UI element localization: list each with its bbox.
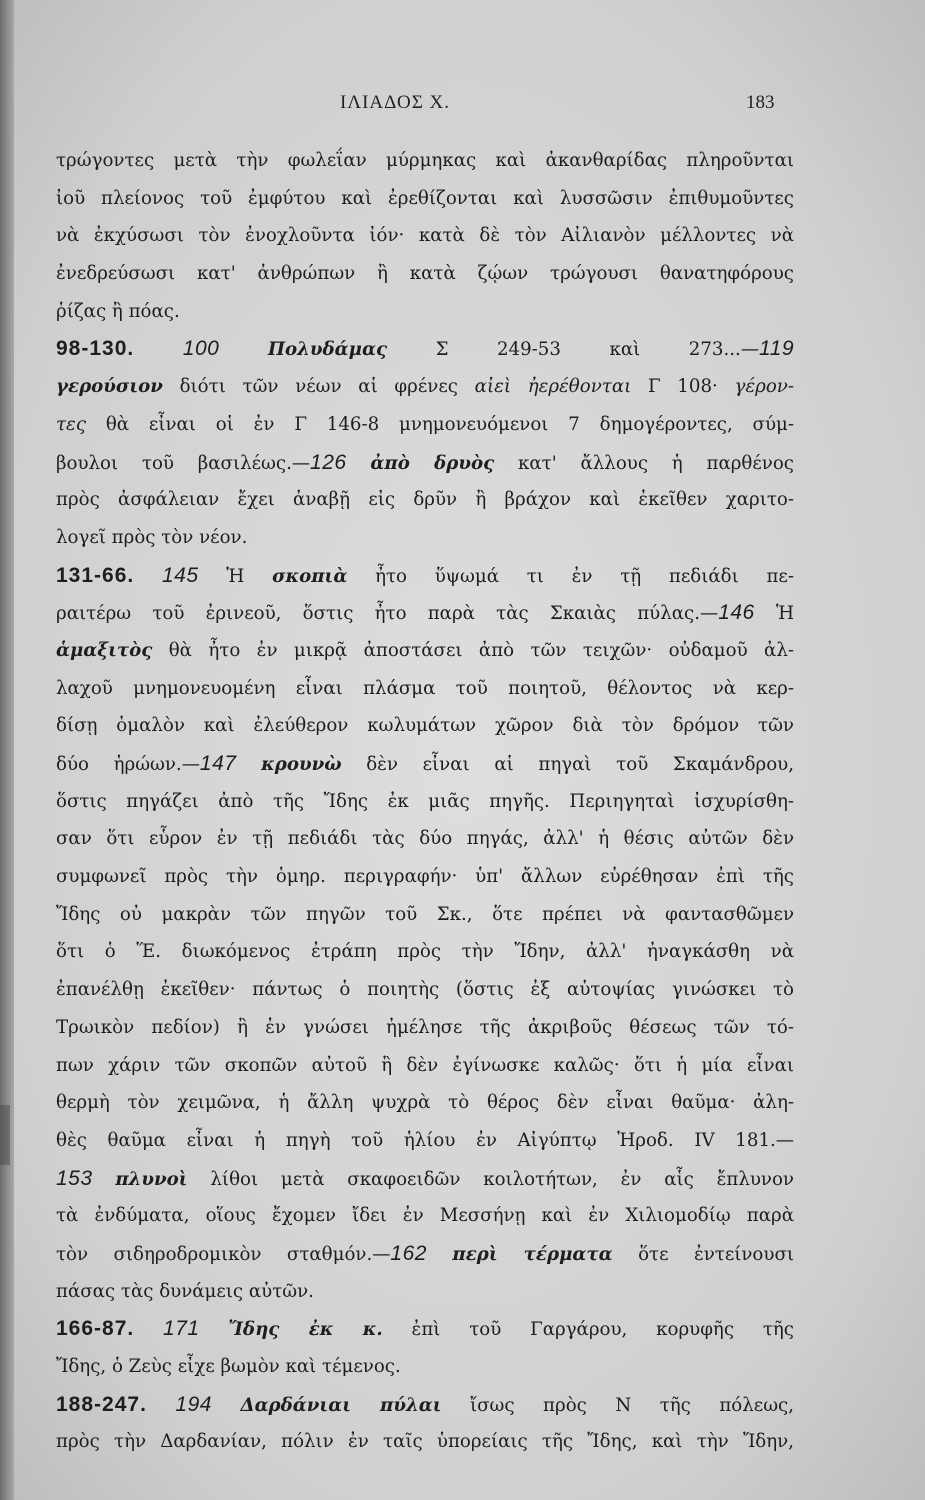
verse-number: 119 — [759, 337, 794, 361]
lemma: γερούσιον — [56, 376, 163, 398]
quoted-phrase: τες — [56, 413, 87, 435]
text-line — [56, 1310, 794, 1348]
text-run: ῥίζας ἢ πόας. — [56, 300, 180, 322]
text-line — [56, 368, 794, 406]
text-run: ραιτέρω τοῦ ἐρινεοῦ, ὅστις ἦτο παρὰ τὰς Σκαιὰς πύλας.— — [56, 603, 719, 625]
text-line — [56, 1122, 794, 1160]
text-line — [56, 1084, 794, 1122]
text-run: δύο ἡρώων.— — [56, 754, 200, 775]
text-line — [56, 142, 794, 180]
verse-number: 100 — [182, 337, 220, 361]
text-run: θὲς θαῦμα εἶναι ἡ πηγὴ τοῦ ἡλίου ἐν Αἰγύπτῳ Ἡροδ. IV 181.— — [56, 1129, 794, 1151]
text-line — [56, 971, 794, 1009]
text-line — [56, 1197, 794, 1235]
text-run — [134, 566, 162, 587]
text-run — [134, 339, 183, 360]
text-run: ἦτο ὕψωμά τι ἐν τῇ πεδιάδι πε- — [347, 565, 794, 587]
running-head: ΙΛΙΑΔΟΣ Χ. — [340, 92, 451, 113]
text-run: δίσῃ ὁμαλὸν καὶ ἐλεύθερον κωλυμάτων χῶρον διὰ τὸν δρόμον τῶν — [56, 715, 794, 737]
lemma: σκοπιὰ — [272, 565, 348, 587]
text-run: πων χάριν τῶν σκοπῶν αὐτοῦ ἢ δὲν ἐγίνωσκε καλῶς· ὅτι ἡ μία εἶναι — [56, 1054, 794, 1076]
text-run — [219, 339, 268, 360]
page-header — [0, 92, 925, 122]
text-line — [56, 820, 794, 858]
text-run: κατ' ἄλλους ἡ παρθένος — [494, 452, 794, 474]
text-run: λίθοι μετὰ σκαφοειδῶν κοιλοτήτων, ἐν αἷς ἔπλυνον — [187, 1168, 794, 1190]
lemma: κρουνὼ — [261, 754, 342, 775]
text-run: Ἡ — [198, 565, 273, 587]
text-run — [236, 754, 261, 775]
text-run: διότι τῶν νέων αἱ φρένες — [162, 376, 475, 398]
section-range: 98-130. — [56, 337, 135, 361]
section-range: 131-66. — [56, 563, 135, 587]
text-run: πρὸς ἀσφάλειαν ἔχει ἀναβῇ εἰς δρῦν ἢ βράχον καὶ ἐκεῖθεν χαριτο- — [56, 489, 794, 511]
text-line — [56, 330, 794, 368]
lemma: Πολυδάμας — [267, 339, 388, 361]
text-line — [56, 444, 794, 482]
text-run: Ἴδης, ὁ Ζεὺς εἶχε βωμὸν καὶ τέμενος. — [56, 1356, 401, 1377]
text-line — [56, 896, 794, 934]
text-run: ἐνεδρεύσωσι κατ' ἀνθρώπων ἢ κατὰ ζῴων τρώγουσι θανατηφόρους — [56, 263, 794, 285]
text-line — [56, 858, 794, 896]
text-run: θὰ εἶναι οἱ ἐν Γ 146-8 μνημονευόμενοι 7 δημογέροντες, σύμ- — [86, 413, 794, 435]
verse-number: 147 — [199, 752, 237, 775]
text-run — [200, 1319, 229, 1340]
text-run — [134, 1319, 163, 1340]
lemma: Ἴδης ἐκ κ. — [228, 1319, 383, 1341]
text-line — [56, 632, 794, 670]
text-run: ἐπανέλθῃ ἐκεῖθεν· πάντως ὁ ποιητὴς (ὅστις ἐξ αὐτοψίας γινώσκει τὸ — [56, 979, 794, 1001]
text-run: δὲν εἶναι αἱ πηγαὶ τοῦ Σκαμάνδρου, — [341, 754, 794, 775]
text-run — [347, 453, 371, 474]
lemma: ἀπὸ δρυὸς — [370, 452, 495, 474]
text-line — [56, 481, 794, 519]
text-line — [56, 1348, 794, 1386]
text-run: τὸν σιδηροδρομικὸν σταθμόν.— — [56, 1243, 391, 1265]
text-line — [56, 933, 794, 971]
text-run: τὰ ἐνδύματα, οἵους ἔχομεν ἴδει ἐν Μεσσήνῃ καὶ ἐν Χιλιομοδίῳ παρὰ — [56, 1205, 794, 1227]
text-run: συμφωνεῖ πρὸς τὴν ὁμηρ. περιγραφήν· ὑπ' ἄλλων εὑρέθησαν ἐπὶ τῆς — [56, 866, 794, 888]
text-line — [56, 1386, 794, 1424]
text-run — [147, 1395, 176, 1416]
text-run: Τρωικὸν πεδίον) ἢ ἐν γνώσει ἠμέλησε τῆς ἀκριβοῦς θέσεως τῶν τό- — [56, 1016, 794, 1038]
verse-number: 145 — [161, 563, 199, 587]
text-line — [56, 293, 794, 331]
text-line — [56, 255, 794, 293]
verse-number: 194 — [175, 1392, 212, 1416]
text-run: βουλοι τοῦ βασιλέως.— — [56, 452, 311, 474]
text-run — [427, 1244, 452, 1265]
verse-number: 126 — [310, 450, 347, 474]
text-line — [56, 1047, 794, 1085]
text-run: θερμὴ τὸν χειμῶνα, ἡ ἄλλη ψυχρὰ τὸ θέρος δὲν εἶναι θαῦμα· ἀλη- — [56, 1092, 794, 1114]
verse-number: 153 — [56, 1166, 93, 1190]
text-line — [56, 1423, 794, 1461]
text-run — [93, 1169, 116, 1190]
text-line — [56, 670, 794, 708]
text-run: ὅτι ὁ Ἕ. διωκόμενος ἐτράπη πρὸς τὴν Ἴδην, ἀλλ' ἠναγκάσθη νὰ — [56, 941, 794, 963]
lemma: ἁμαξιτὸς — [56, 639, 153, 661]
text-run: ἐπὶ τοῦ Γαργάρου, κορυφῆς τῆς — [382, 1319, 794, 1341]
text-run: ἰοῦ πλείονος τοῦ ἐμφύτου καὶ ἐρεθίζονται καὶ λυσσῶσιν ἐπιθυμοῦντες — [56, 187, 794, 209]
section-range: 188-247. — [56, 1392, 147, 1416]
text-line — [56, 745, 794, 783]
text-line — [56, 217, 794, 255]
text-run: Ἴδης οὐ μακρὰν τῶν πηγῶν τοῦ Σκ., ὅτε πρέπει νὰ φαντασθῶμεν — [56, 903, 794, 925]
text-run: ὅστις πηγάζει ἀπὸ τῆς Ἴδης ἐκ μιᾶς πηγῆς. Περιηγηταὶ ἰσχυρίσθη- — [56, 790, 794, 812]
lemma: Δαρδάνιαι πύλαι — [240, 1394, 442, 1416]
text-run: Ἡ — [754, 603, 794, 625]
text-line — [56, 707, 794, 745]
text-run: Γ 108· — [631, 376, 735, 398]
quoted-phrase: γέρον- — [734, 376, 794, 398]
text-run — [212, 1395, 241, 1416]
text-line — [56, 1009, 794, 1047]
text-line — [56, 1273, 794, 1311]
text-line — [56, 783, 794, 821]
text-line — [56, 406, 794, 444]
commentary-text — [56, 142, 794, 1461]
verse-number: 162 — [390, 1241, 427, 1265]
text-line — [56, 594, 794, 632]
verse-number: 146 — [718, 601, 755, 625]
text-run: ὅτε ἐντείνουσι — [612, 1243, 794, 1265]
text-line — [56, 1160, 794, 1198]
lemma: περὶ τέρματα — [452, 1243, 613, 1265]
text-line — [56, 519, 794, 557]
text-run: σαν ὅτι εὗρον ἐν τῇ πεδιάδι τὰς δύο πηγάς, ἀλλ' ἡ θέσις αὐτῶν δὲν — [56, 828, 794, 850]
lemma: πλυνοὶ — [115, 1168, 188, 1190]
section-range: 166-87. — [56, 1317, 135, 1341]
text-run: θὰ ἦτο ἐν μικρᾷ ἀποστάσει ἀπὸ τῶν τειχῶν· οὐδαμοῦ ἀλ- — [152, 639, 794, 661]
margin-stain — [0, 1105, 10, 1165]
text-run: λαχοῦ μνημονευομένη εἶναι πλάσμα τοῦ ποιητοῦ, θέλοντος νὰ κερ- — [56, 677, 794, 699]
text-run: νὰ ἐκχύσωσι τὸν ἐνοχλοῦντα ἰόν· κατὰ δὲ τὸν Αἰλιανὸν μέλλοντες νὰ — [56, 225, 794, 247]
text-run: πάσας τὰς δυνάμεις αὐτῶν. — [56, 1280, 314, 1302]
text-line — [56, 557, 794, 595]
text-run: πρὸς τὴν Δαρδανίαν, πόλιν ἐν ταῖς ὑπορείαις τῆς Ἴδης, καὶ τὴν Ἴδην, — [56, 1431, 794, 1453]
page-number: 183 — [746, 92, 775, 113]
text-line — [56, 180, 794, 218]
binding-edge — [0, 0, 14, 1500]
quoted-phrase: αἰεὶ ἠερέθονται — [474, 376, 632, 398]
verse-number: 171 — [163, 1317, 200, 1341]
text-run: λογεῖ πρὸς τὸν νέον. — [56, 526, 248, 548]
text-run: τρώγοντες μετὰ τὴν φωλεΐαν μύρμηκας καὶ ἀκανθαρίδας πληροῦνται — [56, 150, 794, 171]
text-run: Σ 249-53 καὶ 273...— — [387, 339, 760, 361]
text-line — [56, 1235, 794, 1273]
text-run: ἴσως πρὸς Ν τῆς πόλεως, — [441, 1394, 794, 1416]
